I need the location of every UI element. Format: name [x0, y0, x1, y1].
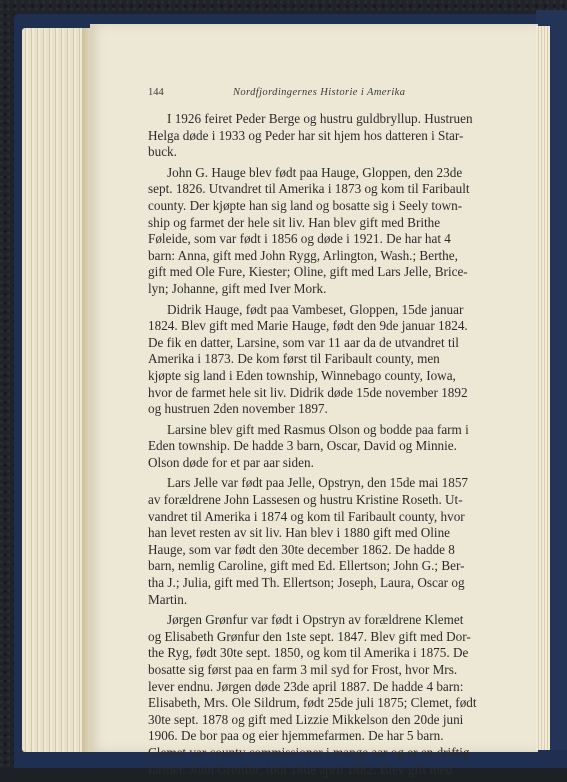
- text-line: farmer. John Grønfur, født 18de april 1882. Blev gift med: [148, 761, 453, 777]
- text-line: Eden township. De hadde 3 barn, Oscar, David og Minnie.: [148, 438, 457, 454]
- page-header: [148, 87, 518, 103]
- text-line: Didrik Hauge, født paa Vambeset, Gloppen, 15de januar: [167, 301, 464, 317]
- paragraph: [148, 302, 518, 418]
- text-line: I 1926 feiret Peder Berge og hustru guldbryllup. Hustruen: [167, 111, 473, 126]
- body-text: [148, 111, 518, 782]
- paragraph: [148, 165, 518, 298]
- page-edges-right: [536, 26, 550, 750]
- text-line: sept. 1826. Utvandret til Amerika i 1873 og kom til Faribault: [148, 181, 470, 197]
- paragraph: [148, 612, 518, 778]
- text-line: Olson døde for et par aar siden.: [148, 454, 314, 470]
- text-line: gift med Ole Fure, Kiester; Oline, gift med Lars Jelle, Brice-: [148, 264, 468, 280]
- text-line: the Ryg, født 30te sept. 1850, og kom til Amerika i 1875. De: [148, 645, 469, 661]
- text-line: barn, nemlig Caroline, gift med Ed. Ellertson; John G.; Ber-: [148, 558, 465, 574]
- text-line: og Elisabeth Grønfur den 1ste sept. 1847. Blev gift med Dor-: [148, 628, 471, 644]
- text-line: han levet resten av sit liv. Han blev i 1880 gift med Oline: [148, 525, 451, 541]
- text-line: buck.: [148, 144, 177, 160]
- text-line: Føleide, som var født i 1856 og døde i 1921. De har hat 4: [148, 231, 451, 247]
- text-line: bosatte sig først paa en farm 3 mil syd for Frost, hvor Mrs.: [148, 662, 458, 677]
- text-line: lyn; Johanne, gift med Iver Mork.: [148, 280, 327, 296]
- page-number: 144: [148, 87, 164, 98]
- page-edges-left: [22, 28, 86, 752]
- text-line: Clemet var county commissioner i mange aar og er en driftig: [148, 744, 470, 760]
- text-line: Amerika i 1873. De kom først til Faribault county, men: [148, 351, 440, 367]
- text-line: Larsine blev gift med Rasmus Olson og bodde paa farm i: [167, 421, 469, 437]
- text-line: 1906. De bor paa og eier hjemmefarmen. De har 5 barn.: [148, 728, 444, 744]
- text-line: hvor de farmet hele sit liv. Didrik døde 15de november 1892: [148, 384, 468, 400]
- text-line: Elisabeth, Mrs. Ole Sildrum, født 25de juli 1875; Clemet, født: [148, 695, 477, 711]
- text-line: Hauge, som var født den 30te december 1862. De hadde 8: [148, 541, 455, 557]
- text-line: og hustruen 2den november 1897.: [148, 401, 328, 417]
- paragraph: [148, 111, 518, 161]
- text-line: 30te sept. 1878 og gift med Lizzie Mikkelson den 20de juni: [148, 711, 464, 727]
- text-line: vandret til Amerika i 1874 og kom til Faribault county, hvor: [148, 508, 465, 524]
- text-line: av forældrene John Lassesen og hustru Kristine Roseth. Ut-: [148, 492, 463, 508]
- text-line: Lars Jelle var født paa Jelle, Opstryn, den 15de mai 1857: [167, 475, 469, 491]
- paragraph: [148, 422, 518, 472]
- text-line: county. Der kjøpte han sig land og bosatte sig i Seely town-: [148, 197, 463, 213]
- running-head: Nordfjordingernes Historie i Amerika: [233, 87, 406, 98]
- text-line: kjøpte sig land i Eden township, Winnebago county, Iowa,: [148, 367, 456, 383]
- text-line: 1824. Blev gift med Marie Hauge, født den 9de januar 1824.: [148, 318, 468, 334]
- text-line: ship og farmet der hele sit liv. Han blev gift med Brithe: [148, 214, 441, 230]
- text-line: Jørgen Grønfur var født i Opstryn av forældrene Klemet: [167, 612, 464, 628]
- text-line: Martin.: [148, 591, 188, 607]
- text-line: Helga døde i 1933 og Peder har sit hjem hos datteren i Star-: [148, 127, 464, 143]
- text-line: tha J.; Julia, gift med Th. Ellertson; Joseph, Laura, Oscar og: [148, 575, 465, 591]
- text-line: barn: Anna, gift med John Rygg, Arlington, Wash.; Berthe,: [148, 247, 458, 263]
- text-line: John G. Hauge blev født paa Hauge, Gloppen, den 23de: [167, 164, 463, 180]
- text-line: De fik en datter, Larsine, som var 11 aar da de utvandret til: [148, 334, 459, 350]
- paragraph: [148, 475, 518, 608]
- text-line: lever endnu. Jørgen døde 23de april 1887. De hadde 4 barn:: [148, 678, 464, 694]
